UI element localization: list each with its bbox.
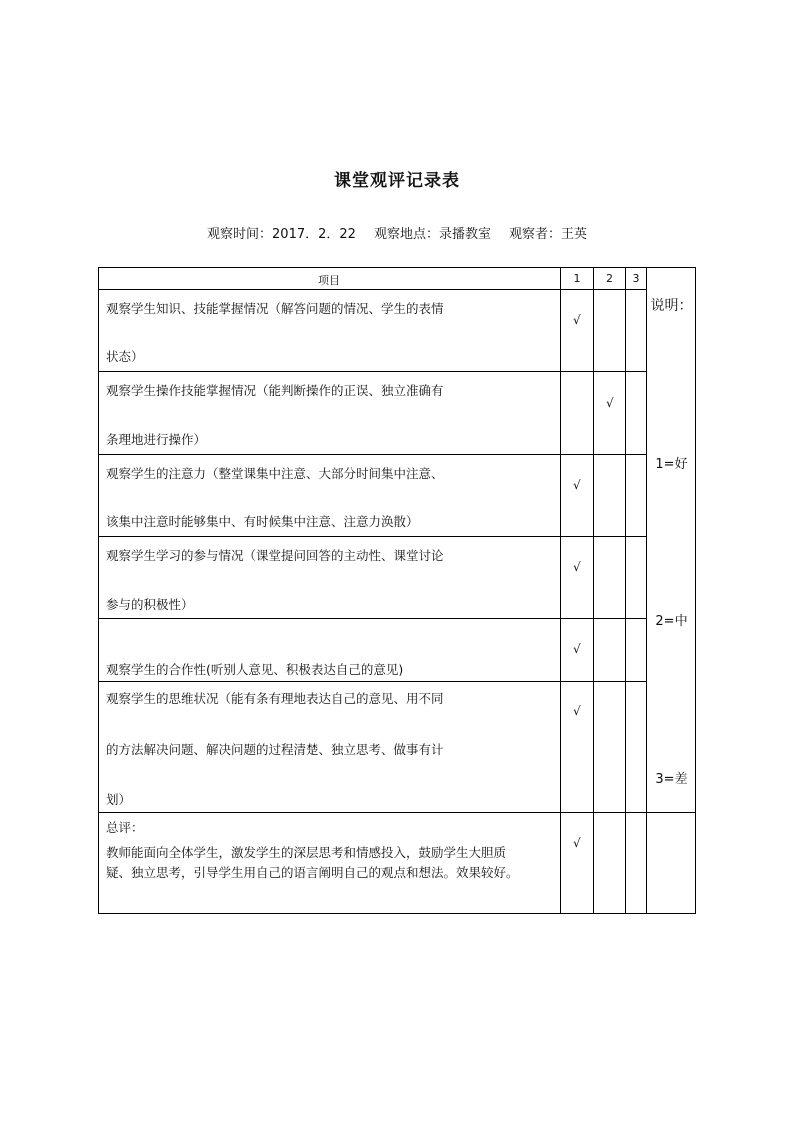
- observer-name: 观察者：王英: [508, 227, 587, 242]
- row-divider: [98, 371, 647, 372]
- col-divider-2: [625, 267, 626, 914]
- row-1-text: 状态）: [106, 349, 144, 364]
- rating-check: √: [573, 704, 581, 718]
- row-divider: [98, 536, 647, 537]
- row-6-text: 观察学生的思维状况（能有条有理地表达自己的意见、用不同: [106, 691, 444, 706]
- header-col-3: 3: [632, 272, 640, 285]
- evaluation-table: [98, 267, 696, 914]
- table-border-left: [98, 267, 99, 914]
- row-divider: [98, 618, 647, 619]
- row-4-text: 参与的积极性）: [106, 597, 194, 612]
- rating-check: √: [573, 642, 581, 656]
- summary-text: 教师能面向全体学生，激发学生的深层思考和情感投入，鼓励学生大胆质: [106, 845, 507, 860]
- row-divider: [98, 681, 647, 682]
- summary-text: 疑、独立思考，引导学生用自己的语言阐明自己的观点和想法。效果较好。: [106, 865, 519, 880]
- row-3-text: 该集中注意时能够集中、有时候集中注意、注意力涣散）: [106, 514, 419, 529]
- rating-check: √: [573, 313, 581, 327]
- table-border-top: [98, 267, 696, 268]
- row-6-text: 划）: [106, 792, 132, 807]
- rating-check: √: [573, 478, 581, 492]
- legend-medium: 2=中: [655, 614, 688, 629]
- page-title: 课堂观评记录表: [334, 171, 460, 191]
- col-divider-1: [593, 267, 594, 914]
- table-border-bottom: [98, 913, 696, 914]
- rating-check: √: [573, 836, 581, 850]
- observation-time: 观察时间：2017．2．22: [207, 227, 356, 242]
- observation-info: [0, 223, 794, 242]
- row-2-text: 条理地进行操作）: [106, 432, 207, 447]
- table-border-right: [695, 267, 696, 914]
- rating-check: √: [606, 396, 614, 410]
- legend-title: 说明：: [650, 298, 693, 314]
- row-4-text: 观察学生学习的参与情况（课堂提问回答的主动性、课堂讨论: [106, 548, 444, 563]
- row-divider: [98, 454, 647, 455]
- row-1-text: 观察学生知识、技能掌握情况（解答问题的情况、学生的表情: [106, 301, 444, 316]
- row-divider: [98, 289, 647, 290]
- legend-good: 1=好: [655, 457, 688, 472]
- observation-place: 观察地点：录播教室: [373, 227, 491, 242]
- row-6-text: 的方法解决问题、解决问题的过程清楚、独立思考、做事有计: [106, 742, 444, 757]
- row-5-text: 观察学生的合作性(听别人意见、积极表达自己的意见): [106, 662, 404, 677]
- header-col-1: 1: [573, 272, 581, 285]
- row-3-text: 观察学生的注意力（整堂课集中注意、大部分时间集中注意、: [106, 466, 444, 481]
- header-item: 项目: [318, 274, 340, 287]
- col-divider-item: [560, 267, 561, 914]
- header-col-2: 2: [606, 272, 613, 285]
- row-divider: [98, 812, 696, 813]
- summary-label: 总评：: [106, 820, 144, 835]
- col-divider-3: [646, 267, 647, 914]
- rating-check: √: [573, 560, 581, 574]
- row-2-text: 观察学生操作技能掌握情况（能判断操作的正误、独立准确有: [106, 383, 444, 398]
- legend-poor: 3=差: [655, 772, 688, 787]
